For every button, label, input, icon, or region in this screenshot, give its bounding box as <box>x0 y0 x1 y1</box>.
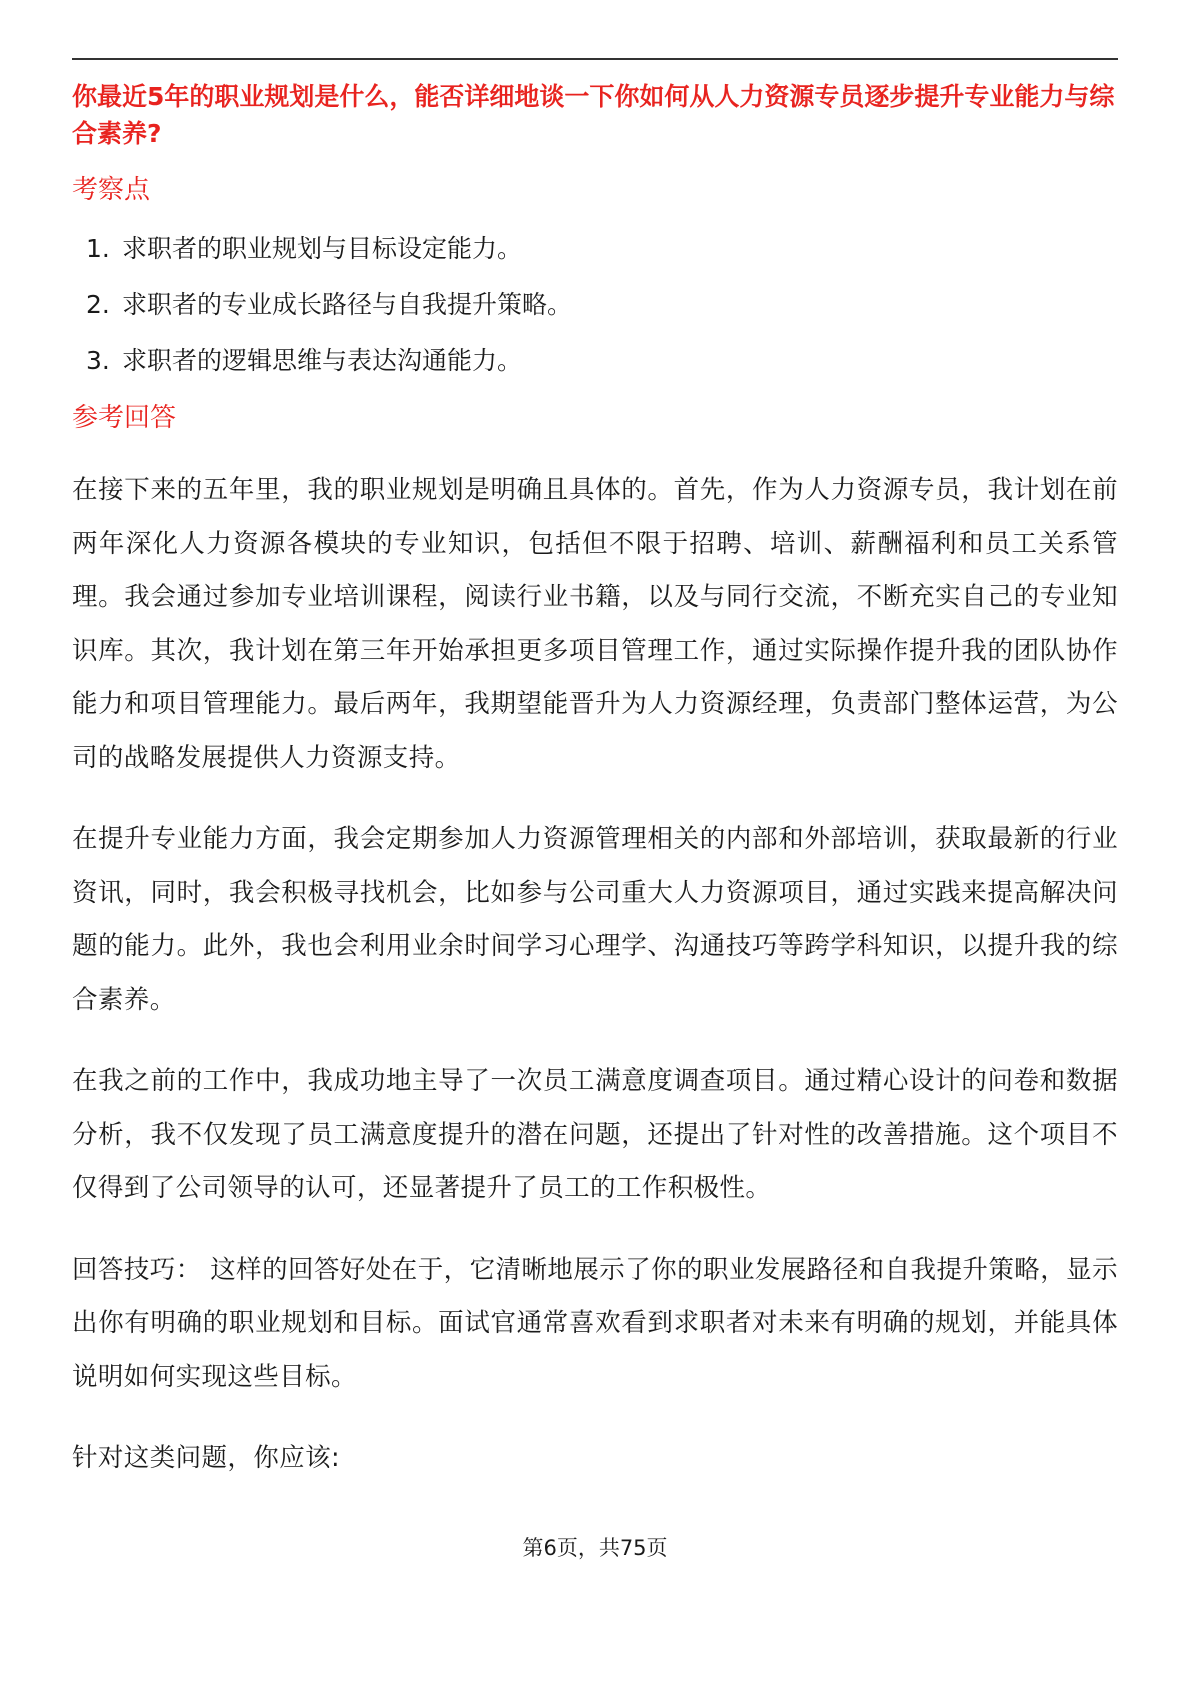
list-item-number: 1. <box>86 234 110 263</box>
page-number: 第6页，共75页 <box>522 1536 668 1560</box>
answer-paragraph: 在接下来的五年里，我的职业规划是明确且具体的。首先，作为人力资源专员，我计划在前两年深化人力资源各模块的专业知识，包括但不限于招聘、培训、薪酬福利和员工关系管理。我会通过参加专业培训课程，阅读行业书籍，以及与同行交流，不断充实自己的专业知识库。其次，我计划在第三年开始承担更多项目管理工作，通过实际操作提升我的团队协作能力和项目管理能力。最后两年，我期望能晋升为人力资源经理，负责部门整体运营，为公司的战略发展提供人力资源支持。 <box>72 475 1118 773</box>
list-item-text: 求职者的专业成长路径与自我提升策略。 <box>122 290 573 319</box>
list-item-text: 求职者的逻辑思维与表达沟通能力。 <box>122 346 523 375</box>
answer-heading: 参考回答 <box>72 403 177 433</box>
question-title: 你最近5年的职业规划是什么，能否详细地谈一下你如何从人力资源专员逐步提升专业能力与综合素养? <box>72 82 1115 148</box>
header-divider <box>72 58 1118 60</box>
answer-paragraph: 在我之前的工作中，我成功地主导了一次员工满意度调查项目。通过精心设计的问卷和数据分析，我不仅发现了员工满意度提升的潜在问题，还提出了针对性的改善措施。这个项目不仅得到了公司领导的认可，还显著提升了员工的工作积极性。 <box>72 1066 1118 1203</box>
points-heading: 考察点 <box>72 175 151 205</box>
tips-paragraph: 回答技巧： 这样的回答好处在于，它清晰地展示了你的职业发展路径和自我提升策略，显示出你有明确的职业规划和目标。面试官通常喜欢看到求职者对未来有明确的规划，并能具体说明如何实现这些目标。 <box>72 1254 1118 1392</box>
list-item-number: 2. <box>86 290 110 319</box>
list-item-text: 求职者的职业规划与目标设定能力。 <box>122 234 523 263</box>
list-item-number: 3. <box>86 346 110 375</box>
list-item <box>72 232 1118 266</box>
followup-paragraph: 针对这类问题，你应该: <box>72 1443 340 1473</box>
answer-paragraph: 在提升专业能力方面，我会定期参加人力资源管理相关的内部和外部培训，获取最新的行业资讯，同时，我会积极寻找机会，比如参与公司重大人力资源项目，通过实践来提高解决问题的能力。此外，我也会利用业余时间学习心理学、沟通技巧等跨学科知识，以提升我的综合素养。 <box>72 824 1118 1015</box>
list-item <box>72 288 1118 322</box>
points-list <box>72 232 1118 378</box>
list-item <box>72 344 1118 378</box>
document-body <box>72 78 1118 1486</box>
